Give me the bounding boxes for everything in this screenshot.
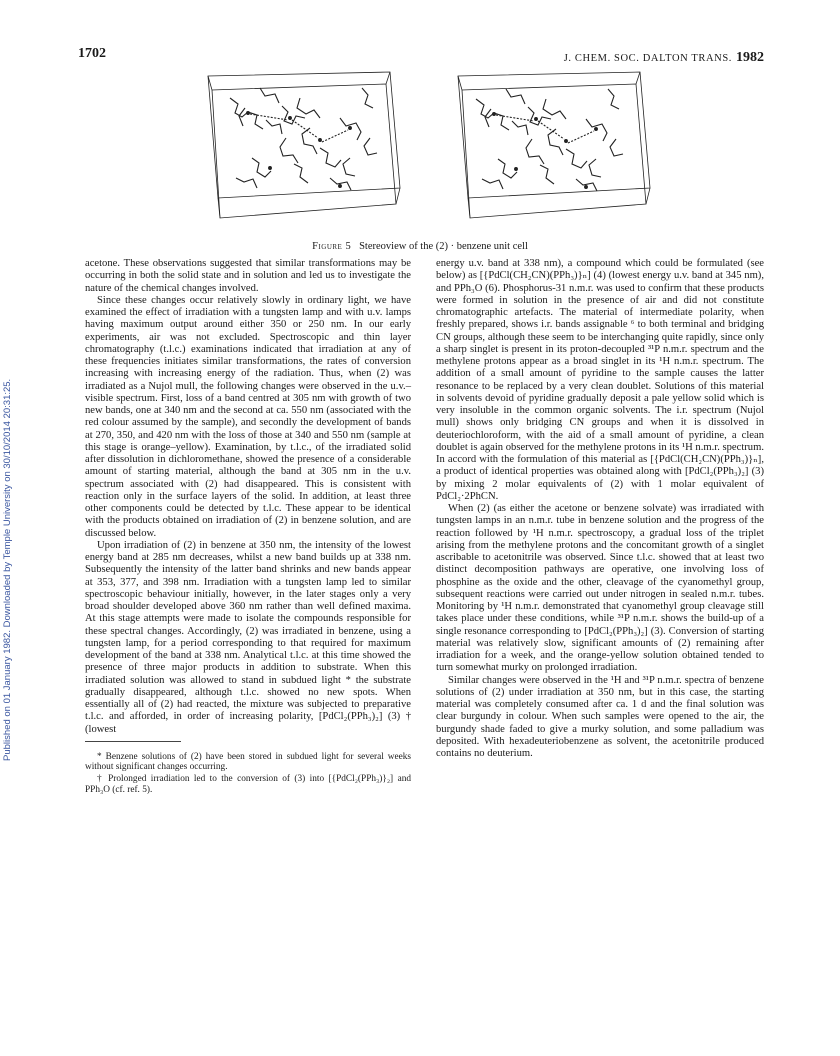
figure-caption-text: Stereoview of the (2) · benzene unit cell [359, 241, 528, 252]
figure-label: Figure 5 [312, 241, 352, 252]
body-paragraph: When (2) (as either the acetone or benzene solvate) was irradiated with tungsten lamps in an n.m.r. tube in benzene solution and the progress of the reaction followed by ¹H n.m.r. spectroscopy, a gradual loss of the triplet arising from the methylene protons and the concomitant growth of a singlet ascribable to acetonitrile was observed. Since t.l.c. showed that at least two distinct decomposition pathways are operative, one involving loss of phosphine as the oxide and the other, cleavage of the cyanomethyl group, subsequent reactions were carried out under nitrogen in sealed n.m.r. tubes. Monitoring by ¹H n.m.r. demonstrated that cyanomethyl group cleavage still takes place under these conditions, while ³¹P n.m.r. shows the build-up of a single resonance corresponding to [PdCl₂(PPh₃)₂] (3). Conversion of starting material was relatively slow, significant amounts of (2) remaining after irradiation for a week, and the orange-yellow solution obtained tended to turn somewhat murky on prolonged irradiation. [436, 503, 764, 674]
download-side-note: Published on 01 January 1982. Downloaded by Temple University on 30/10/2014 20:31:25. [2, 378, 13, 762]
right-column [436, 258, 764, 760]
body-paragraph: Similar changes were observed in the ¹H and ³¹P n.m.r. spectra of benzene solutions of (2) under irradiation at 350 nm, but in this case, the starting material was completely consumed after ca. 1 d and the final solution was clear burgundy in colour. When such samples were opened to the air, the burgundy shade faded to give a murky solution, and some palladium was deposited. With hexadeuteriobenzene as solvent, the acetonitrile produced contains no deuterium. [436, 674, 764, 759]
journal-header [564, 50, 764, 66]
left-column [85, 258, 411, 796]
figure-caption [0, 241, 840, 252]
footnote-rule [85, 741, 181, 742]
body-paragraph: Upon irradiation of (2) in benzene at 350 nm, the intensity of the lowest energy band at 285 nm decreases, whilst a new band builds up at 338 nm. Subsequently the intensity of the latter band shrinks and new bands appear at 353, 377, and 398 nm. Irradiation with a tungsten lamp led to similar spectroscopic behaviour initially, however, in the later stages only a very broad shoulder developed above 360 nm rather than well defined maxima. At this stage attempts were made to isolate the compounds responsible for these spectral changes. Accordingly, (2) was irradiated in benzene, using a tungsten lamp, for a period corresponding to that required for maximum development of the band at 338 nm. Analytical t.l.c. at this time showed the presence of three major products in addition to substrate. When this irradiated solution was allowed to stand in subdued light * the substrate gradually disappeared, although t.l.c. showed no new spots. When essentially all of (2) had reacted, the mixture was subjected to preparative t.l.c. and afforded, in order of increasing polarity, [PdCl₂(PPh₃)₂] (3) † (lowest [85, 539, 411, 735]
body-paragraph: Since these changes occur relatively slowly in ordinary light, we have examined the effect of irradiation with a tungsten lamp and with u.v. lamps having maximum output around either 350 or 250 nm. In our early experiments, air was not excluded. Spectroscopic and thin layer chromatography (t.l.c.) examinations indicated that irradiation at any of these frequencies initiates similar transformations, the rates of conversion increasing with increasing energy of the radiation. Thus, when (2) was irradiated as a Nujol mull, the following changes were observed in the u.v.–visible spectrum. First, loss of a band centred at 305 nm with growth of two new bands, one at 340 nm and the second at ca. 550 nm (associated with the red colour assumed by the sample), and secondly the development of bands at 270, 350, and 420 nm with the loss of those at 340 and 550 nm (sample at this stage is orange–yellow). Examination, by t.l.c., of the irradiated solid after dissolution in dichloromethane, showed the presence of a considerable amount of starting material, although the band at 305 nm in the u.v. spectrum associated with (2) had disappeared. This is consistent with reaction only in the surface layers of the solid. In addition, at least three other components could be detected by t.l.c. These appear to be identical with the products obtained on irradiation of (2) in benzene solution, and are discussed below. [85, 294, 411, 539]
footnote: * Benzene solutions of (2) have been stored in subdued light for several weeks without significant changes occurring. [85, 751, 411, 773]
body-paragraph: acetone. These observations suggested that similar transformations may be occurring in both the solid state and in solution and led us to investigate the nature of the chemical changes involved. [85, 258, 411, 294]
stereo-image-right [458, 72, 650, 218]
page-number: 1702 [78, 46, 106, 61]
stereoview-figure [190, 68, 660, 238]
footnotes [85, 752, 411, 795]
journal-title: J. CHEM. SOC. DALTON TRANS. [563, 53, 732, 64]
journal-year: 1982 [736, 50, 764, 65]
body-paragraph: energy u.v. band at 338 nm), a compound which could be formulated (see below) as [{PdCl(CH₂CN)(PPh₃)}ₙ] (4) (lowest energy u.v. band at 345 nm), and PPh₃O (6). Phosphorus-31 n.m.r. was used to confirm that these products were formed in solution in the presence of air and did not constitute chromatographic artefacts. The material of intermediate polarity, when freshly prepared, shows i.r. bands assignable ⁶ to both terminal and bridging CN groups, although these seem to be interchanging quite rapidly, since only a sharp singlet is present in its proton-decoupled ³¹P n.m.r. spectrum and the methylene protons appear as a broad singlet in its ¹H n.m.r. spectrum. The addition of a small amount of pyridine to the sample causes the latter resonance to be replaced by a very clean doublet. Solutions of this material in solvents devoid of pyridine gradually deposit a pale yellow solid which is very insoluble in the common organic solvents. The i.r. spectrum (Nujol mull) shows only bridging CN groups and when it is dissolved in deuteriochloroform, with the aid of a small amount of pyridine, a clean doublet is again observed for the methylene protons in its ¹H n.m.r. spectrum. In accord with the formulation of this material as [{PdCl(CH₂CN)(PPh₃)}ₙ], a product of identical properties was obtained along with [PdCl₂(PPh₃)₂] (3) by mixing 2 molar equivalents of (2) with 1 molar equivalent of PdCl₂·2PhCN. [436, 258, 764, 502]
footnote: † Prolonged irradiation led to the conversion of (3) into [{PdCl₂(PPh₃)}₂] and PPh₃O (cf. ref. 5). [85, 773, 411, 795]
stereo-image-left [208, 72, 400, 218]
